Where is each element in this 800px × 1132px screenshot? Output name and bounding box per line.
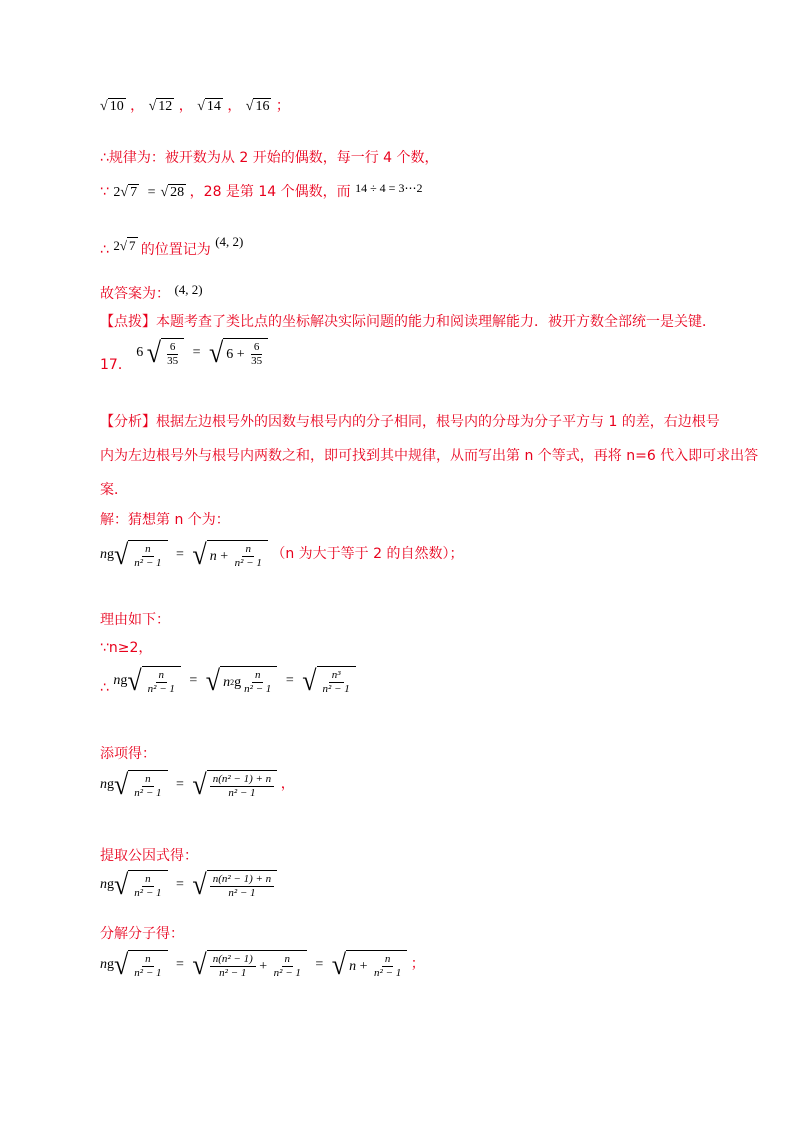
because-line: ∵ 2√ 7 = √ 28 ，28 是第 14 个偶数，而 14 ÷ 4 = 3⋯2 <box>100 181 423 200</box>
n-condition: ∵n≥2， <box>100 640 153 656</box>
therefore-position-line: ∴ 2√ 7 的位置记为 (4, 2) <box>100 234 244 258</box>
factor-equation <box>100 870 277 900</box>
eq-2sqrt7-sqrt28: 2√ 7 = √ 28 <box>113 185 185 200</box>
solution-guess: 解：猜想第 n 个为： <box>100 512 230 528</box>
add-term-equation: ng √ $\frac{n}{\text{n² − 1}}$ = √ $\frac{\text{n(n² − 1) + n}}{\text{n² − 1}}$ ， <box>100 768 295 801</box>
answer-line: 故答案为： (4, 2) <box>100 282 203 302</box>
analysis-line-2: 内为左边根号外与根号内两数之和，即可找到其中规律，从而写出第 n 个等式，再将 n=6 代入即可求出答 <box>100 448 759 464</box>
analysis-line-3: 案． <box>100 482 128 498</box>
pattern-rule: ∴规律为：被开数为从 2 开始的偶数，每一行 4 个数， <box>100 150 439 166</box>
factor-heading: 提取公因式得： <box>100 848 198 864</box>
tip-note: 【点拨】本题考查了类比点的坐标解决实际问题的能力和阅读理解能力．被开方数全部统一是关键． <box>100 314 716 330</box>
analysis-line-1: 【分析】根据左边根号外的因数与根号内的分子相同，根号内的分母为分子平方与 1 的差，右边根号 <box>100 414 720 430</box>
sqrt-16: √ 16 <box>245 99 270 114</box>
factor-formula: ng √ $\frac{n}{\text{n² − 1}}$ = √ $\frac{\text{n(n² − 1) + n}}{\text{n² − 1}}$ <box>100 877 277 892</box>
therefore-equation-formula: ng √ $\frac{n}{\text{n² − 1}}$ = √ n 2 g $\frac{n}{\text{n² − 1}}$ = √ $\frac{\text{n³}}{\text{n² − 1}}$ <box>113 673 355 688</box>
problem-17-equation: 6 √ $\frac{6}{35}$ = √ 6 + $\frac{6}{35}$ <box>136 345 268 360</box>
problem-17: 17． 6 √ $\frac{6}{35}$ = √ 6 + $\frac{6}{35}$ <box>100 338 268 375</box>
answer-point: (4, 2) <box>174 282 203 297</box>
split-numerator-equation: ng √ $\frac{n}{\text{n² − 1}}$ = √ $\frac{\text{n(n² − 1)}}{\text{n² − 1}}$ + $\frac{n}{\text{n² − 1}}$ = √ n + $\frac{n}{\text{n² − 1}}$ ； <box>100 948 425 981</box>
reason-heading: 理由如下： <box>100 612 170 628</box>
sqrt-sequence-line: √ 10 ， √ 12 ， √ 14 ， √ 16 ； <box>100 98 290 114</box>
sqrt-10: √ 10 <box>100 99 124 114</box>
division-expression: 14 ÷ 4 = 3⋯2 <box>355 181 423 195</box>
split-numerator-formula: ng √ $\frac{n}{\text{n² − 1}}$ = √ $\frac{\text{n(n² − 1)}}{\text{n² − 1}}$ + $\frac{n}{\text{n² − 1}}$ = √ n + $\frac{n}{\text{n² − 1}}$ <box>100 957 411 972</box>
sqrt-12: √ 12 <box>148 99 173 114</box>
two-sqrt-7: 2√ 7 <box>113 238 136 253</box>
therefore-equation: ∴ ng √ $\frac{n}{\text{n² − 1}}$ = √ n 2 g $\frac{n}{\text{n² − 1}}$ = √ $\frac{\text{n³}}{\text{n² − 1}}$ <box>100 666 356 698</box>
add-term-formula: ng √ $\frac{n}{\text{n² − 1}}$ = √ $\frac{\text{n(n² − 1) + n}}{\text{n² − 1}}$ <box>100 777 281 792</box>
general-equation <box>100 540 463 570</box>
sqrt-14: √ 14 <box>197 99 221 114</box>
general-equation-formula: ng √ $\frac{n}{\text{n² − 1}}$ = √ n + $\frac{n}{\text{n² − 1}}$ <box>100 547 271 562</box>
natural-number-note: （n 为大于等于 2 的自然数）； <box>271 546 464 563</box>
position-point: (4, 2) <box>215 234 244 249</box>
split-numerator-heading: 分解分子得： <box>100 926 184 942</box>
add-term-heading: 添项得： <box>100 746 156 762</box>
